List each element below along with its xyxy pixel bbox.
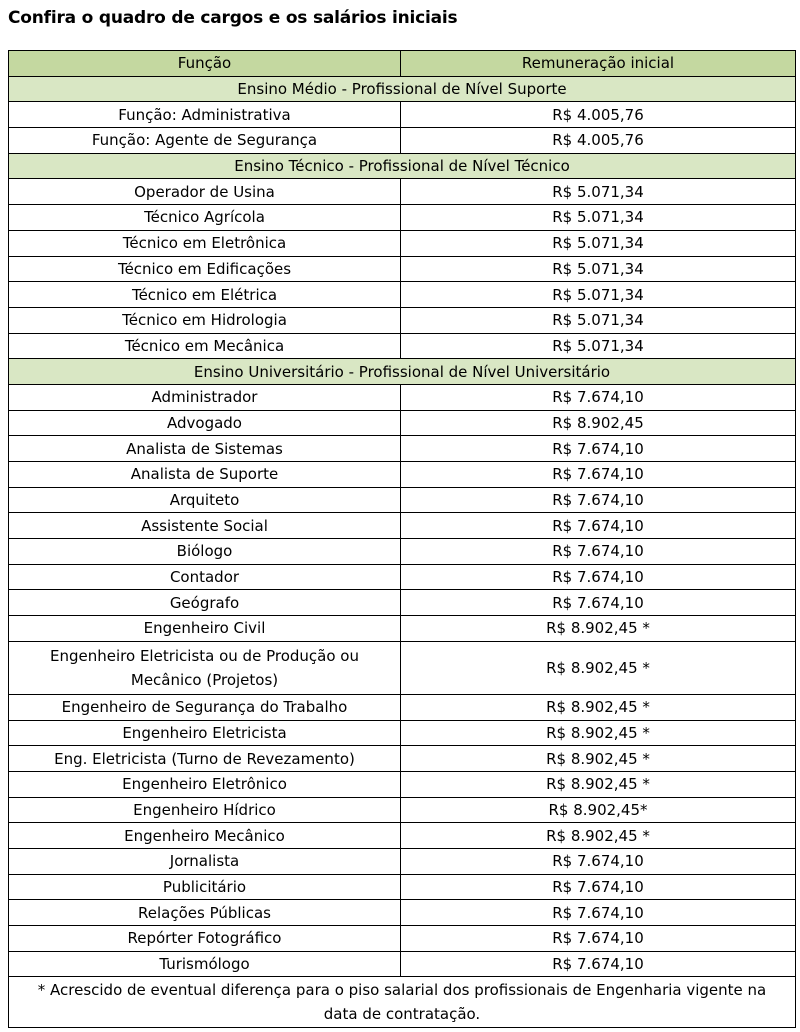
remuneracao-cell: R$ 5.071,34 — [401, 179, 796, 205]
table-row — [9, 128, 796, 154]
funcao-cell: Turismólogo — [9, 951, 401, 977]
funcao-cell: Técnico em Edificações — [9, 256, 401, 282]
remuneracao-cell: R$ 8.902,45 * — [401, 616, 796, 642]
table-row — [9, 513, 796, 539]
funcao-cell: Engenheiro Mecânico — [9, 823, 401, 849]
funcao-cell: Assistente Social — [9, 513, 401, 539]
funcao-cell: Operador de Usina — [9, 179, 401, 205]
funcao-cell: Técnico em Eletrônica — [9, 230, 401, 256]
funcao-cell: Engenheiro Eletrônico — [9, 771, 401, 797]
funcao-cell: Arquiteto — [9, 487, 401, 513]
remuneracao-cell: R$ 4.005,76 — [401, 102, 796, 128]
table-row — [9, 384, 796, 410]
funcao-cell: Engenheiro Hídrico — [9, 797, 401, 823]
table-row — [9, 436, 796, 462]
table-row — [9, 641, 796, 694]
funcao-cell: Advogado — [9, 410, 401, 436]
funcao-cell: Relações Públicas — [9, 900, 401, 926]
funcao-cell: Técnico em Mecânica — [9, 333, 401, 359]
funcao-cell: Contador — [9, 564, 401, 590]
section-label: Ensino Médio - Profissional de Nível Suporte — [9, 76, 796, 102]
table-row — [9, 823, 796, 849]
table-row — [9, 205, 796, 231]
table-body — [9, 76, 796, 977]
table-row — [9, 616, 796, 642]
table-row — [9, 539, 796, 565]
page-title: Confira o quadro de cargos e os salários iniciais — [8, 8, 458, 28]
funcao-cell: Repórter Fotográfico — [9, 926, 401, 952]
remuneracao-cell: R$ 7.674,10 — [401, 848, 796, 874]
funcao-cell: Técnico Agrícola — [9, 205, 401, 231]
remuneracao-cell: R$ 8.902,45 * — [401, 746, 796, 772]
section-row — [9, 153, 796, 179]
remuneracao-cell: R$ 8.902,45* — [401, 797, 796, 823]
remuneracao-cell: R$ 5.071,34 — [401, 307, 796, 333]
funcao-cell: Engenheiro de Segurança do Trabalho — [9, 694, 401, 720]
remuneracao-cell: R$ 7.674,10 — [401, 462, 796, 488]
table-row — [9, 797, 796, 823]
table-row — [9, 746, 796, 772]
remuneracao-cell: R$ 8.902,45 * — [401, 694, 796, 720]
remuneracao-cell: R$ 7.674,10 — [401, 539, 796, 565]
funcao-cell: Função: Agente de Segurança — [9, 128, 401, 154]
table-row — [9, 564, 796, 590]
table-header-row — [9, 51, 796, 77]
salary-table — [8, 50, 796, 1028]
table-row — [9, 951, 796, 977]
table-row — [9, 487, 796, 513]
remuneracao-cell: R$ 7.674,10 — [401, 951, 796, 977]
remuneracao-cell: R$ 7.674,10 — [401, 900, 796, 926]
table-row — [9, 179, 796, 205]
funcao-cell: Biólogo — [9, 539, 401, 565]
remuneracao-cell: R$ 7.674,10 — [401, 590, 796, 616]
remuneracao-cell: R$ 7.674,10 — [401, 926, 796, 952]
remuneracao-cell: R$ 7.674,10 — [401, 487, 796, 513]
table-row — [9, 462, 796, 488]
remuneracao-cell: R$ 5.071,34 — [401, 230, 796, 256]
table-row — [9, 590, 796, 616]
funcao-cell: Função: Administrativa — [9, 102, 401, 128]
table-row — [9, 694, 796, 720]
funcao-cell: Analista de Suporte — [9, 462, 401, 488]
remuneracao-cell: R$ 8.902,45 * — [401, 823, 796, 849]
funcao-cell: Administrador — [9, 384, 401, 410]
table-row — [9, 720, 796, 746]
funcao-cell: Técnico em Hidrologia — [9, 307, 401, 333]
table-row — [9, 230, 796, 256]
funcao-cell: Técnico em Elétrica — [9, 282, 401, 308]
table-row — [9, 900, 796, 926]
column-header-funcao: Função — [9, 51, 401, 77]
table-row — [9, 874, 796, 900]
table-row — [9, 256, 796, 282]
table-row — [9, 333, 796, 359]
section-row — [9, 359, 796, 385]
funcao-cell: Eng. Eletricista (Turno de Revezamento) — [9, 746, 401, 772]
funcao-cell: Engenheiro Eletricista — [9, 720, 401, 746]
table-row — [9, 926, 796, 952]
remuneracao-cell: R$ 5.071,34 — [401, 205, 796, 231]
table-row — [9, 282, 796, 308]
footnote: * Acrescido de eventual diferença para o piso salarial dos profissionais de Engenharia vigente na data de contratação. — [9, 977, 796, 1028]
funcao-cell: Engenheiro Civil — [9, 616, 401, 642]
table-row — [9, 771, 796, 797]
funcao-cell: Publicitário — [9, 874, 401, 900]
funcao-cell: Engenheiro Eletricista ou de Produção ou Mecânico (Projetos) — [9, 641, 401, 694]
section-label: Ensino Técnico - Profissional de Nível Técnico — [9, 153, 796, 179]
section-row — [9, 76, 796, 102]
remuneracao-cell: R$ 8.902,45 * — [401, 771, 796, 797]
funcao-cell: Analista de Sistemas — [9, 436, 401, 462]
remuneracao-cell: R$ 7.674,10 — [401, 513, 796, 539]
table-row — [9, 307, 796, 333]
column-header-remuneracao: Remuneração inicial — [401, 51, 796, 77]
remuneracao-cell: R$ 8.902,45 * — [401, 641, 796, 694]
table-row — [9, 102, 796, 128]
footnote-row — [9, 977, 796, 1028]
remuneracao-cell: R$ 7.674,10 — [401, 874, 796, 900]
remuneracao-cell: R$ 5.071,34 — [401, 282, 796, 308]
remuneracao-cell: R$ 7.674,10 — [401, 564, 796, 590]
remuneracao-cell: R$ 4.005,76 — [401, 128, 796, 154]
table-row — [9, 410, 796, 436]
remuneracao-cell: R$ 8.902,45 — [401, 410, 796, 436]
section-label: Ensino Universitário - Profissional de Nível Universitário — [9, 359, 796, 385]
funcao-cell: Jornalista — [9, 848, 401, 874]
remuneracao-cell: R$ 5.071,34 — [401, 256, 796, 282]
funcao-cell: Geógrafo — [9, 590, 401, 616]
remuneracao-cell: R$ 7.674,10 — [401, 436, 796, 462]
table-row — [9, 848, 796, 874]
remuneracao-cell: R$ 5.071,34 — [401, 333, 796, 359]
remuneracao-cell: R$ 7.674,10 — [401, 384, 796, 410]
remuneracao-cell: R$ 8.902,45 * — [401, 720, 796, 746]
